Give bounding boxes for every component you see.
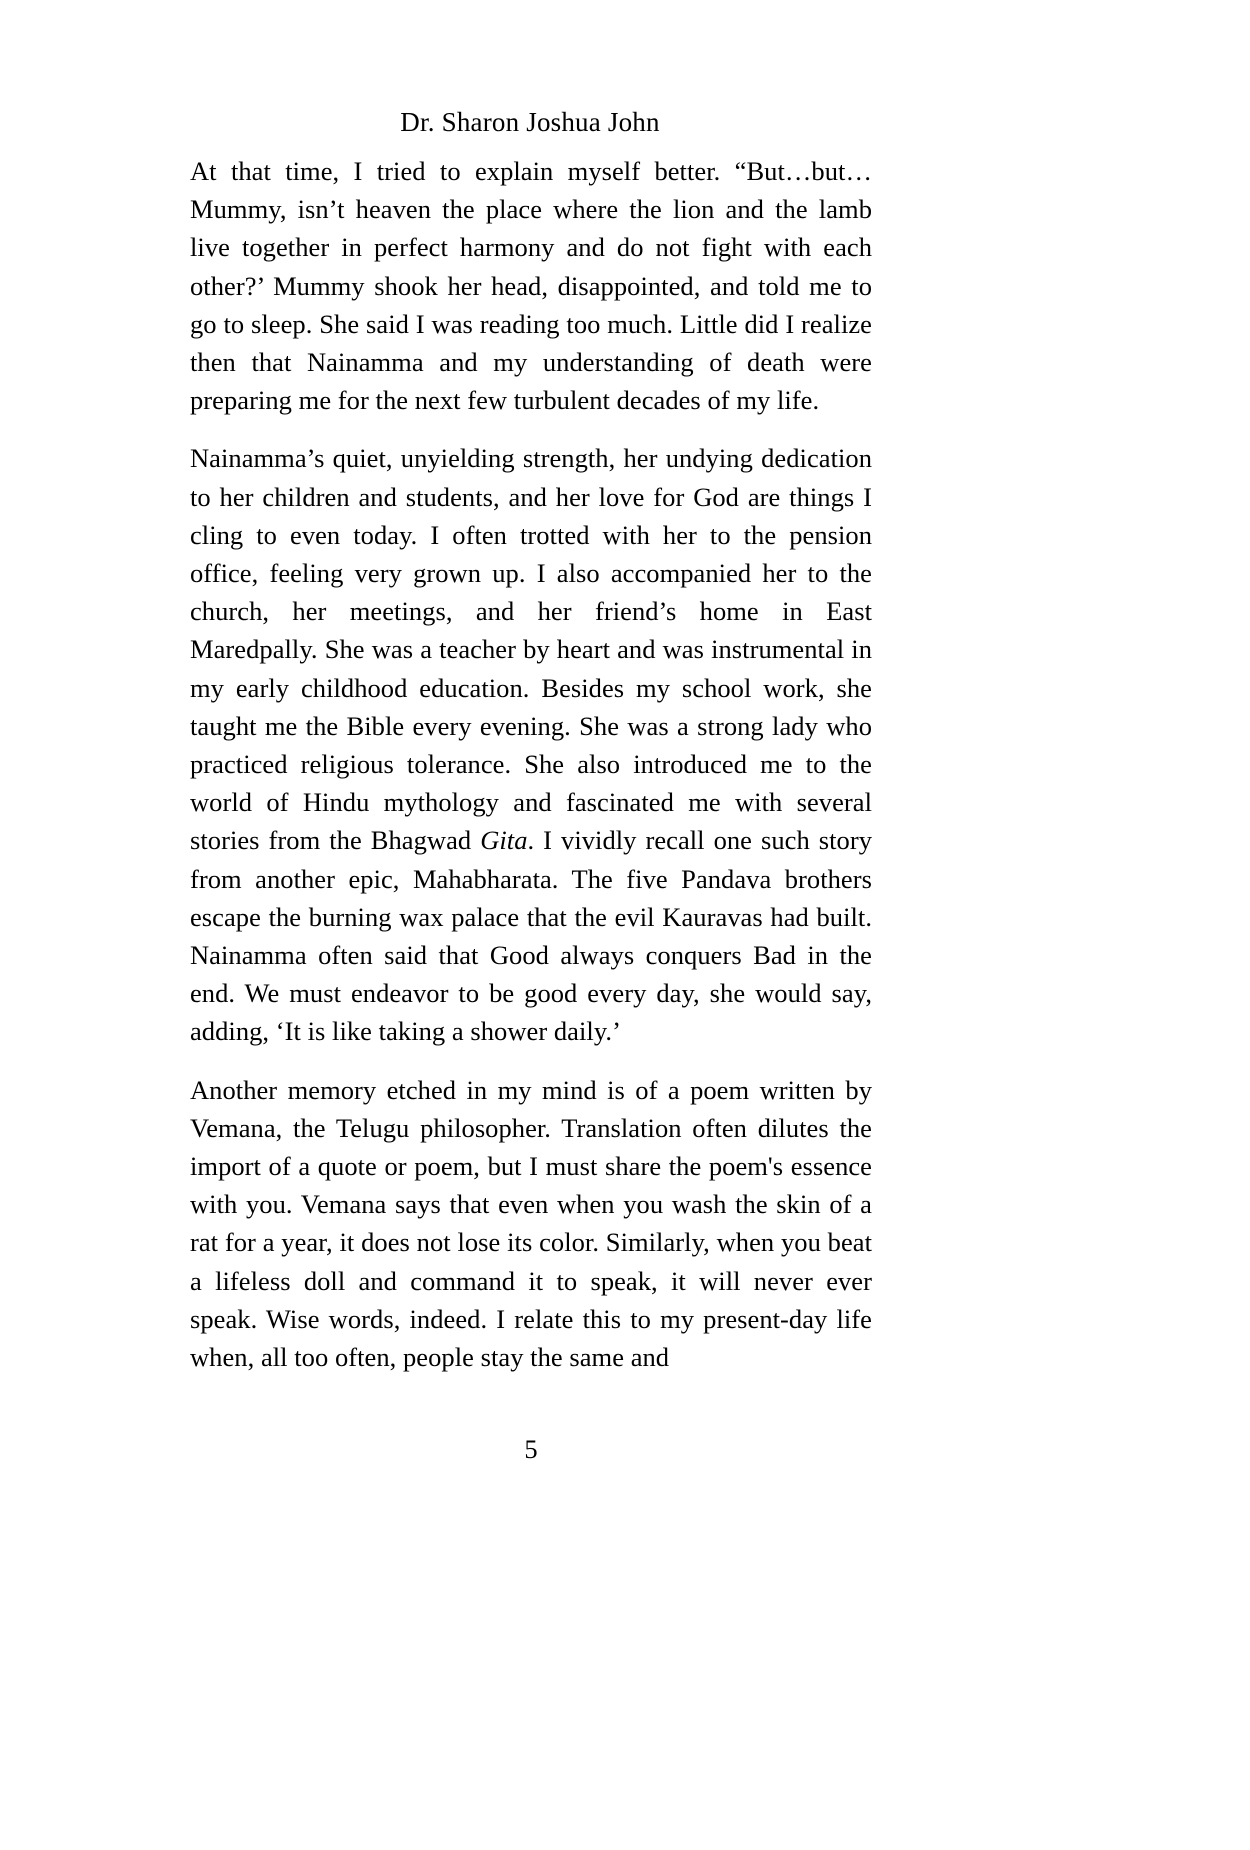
running-head: Dr. Sharon Joshua John (400, 107, 660, 137)
paragraph-2 (190, 439, 872, 1050)
paragraph-1 (190, 152, 872, 419)
body-text-block (190, 152, 872, 1376)
paragraph-2-text: Nainamma’s quiet, unyielding strength, her undying dedication to her children and students, and her love for God are things I cling to even today. I often trotted with her to the pension office, feeling very grown up. I also accompanied her to the church, her meetings, and her friend’s home in East Maredpally. She was a teacher by heart and was instrumental in my early childhood education. Besides my school work, she taught me the Bible every evening. She was a strong lady who practiced religious tolerance. She also introduced me to the world of Hindu mythology and fascinated me with several stories from the Bhagwad (190, 443, 872, 856)
page-number: 5 (524, 1434, 538, 1464)
paragraph-2-text-tail: . I vividly recall one such story from another epic, Mahabharata. The five Pandava brothers escape the burning wax palace that the evil Kauravas had built. Nainamma often said that Good always conquers Bad in the end. We must endeavor to be good every day, she would say, adding, ‘It is like taking a shower daily.’ (190, 825, 873, 1047)
paragraph-3-text: Another memory etched in my mind is of a poem written by Vemana, the Telugu philosopher. Translation often dilutes the import of a quote or poem, but I must share the poem's essence with you. Vemana says that even when you wash the skin of a rat for a year, it does not lose its color. Similarly, when you beat a lifeless doll and command it to speak, it will never ever speak. Wise words, indeed. I relate this to my present-day life when, all too often, people stay the same and (190, 1074, 872, 1373)
paragraph-3 (190, 1071, 872, 1377)
paragraph-2-italic-title: Gita (480, 825, 528, 856)
paragraph-1-text: At that time, I tried to explain myself better. “But…but…Mummy, isn’t heaven the place where the lion and the lamb live together in perfect harmony and do not fight with each other?’ Mummy shook her head, disappointed, and told me to go to sleep. She said I was reading too much. Little did I realize then that Nainamma and my understanding of death were preparing me for the next few turbulent decades of my life. (190, 156, 872, 416)
